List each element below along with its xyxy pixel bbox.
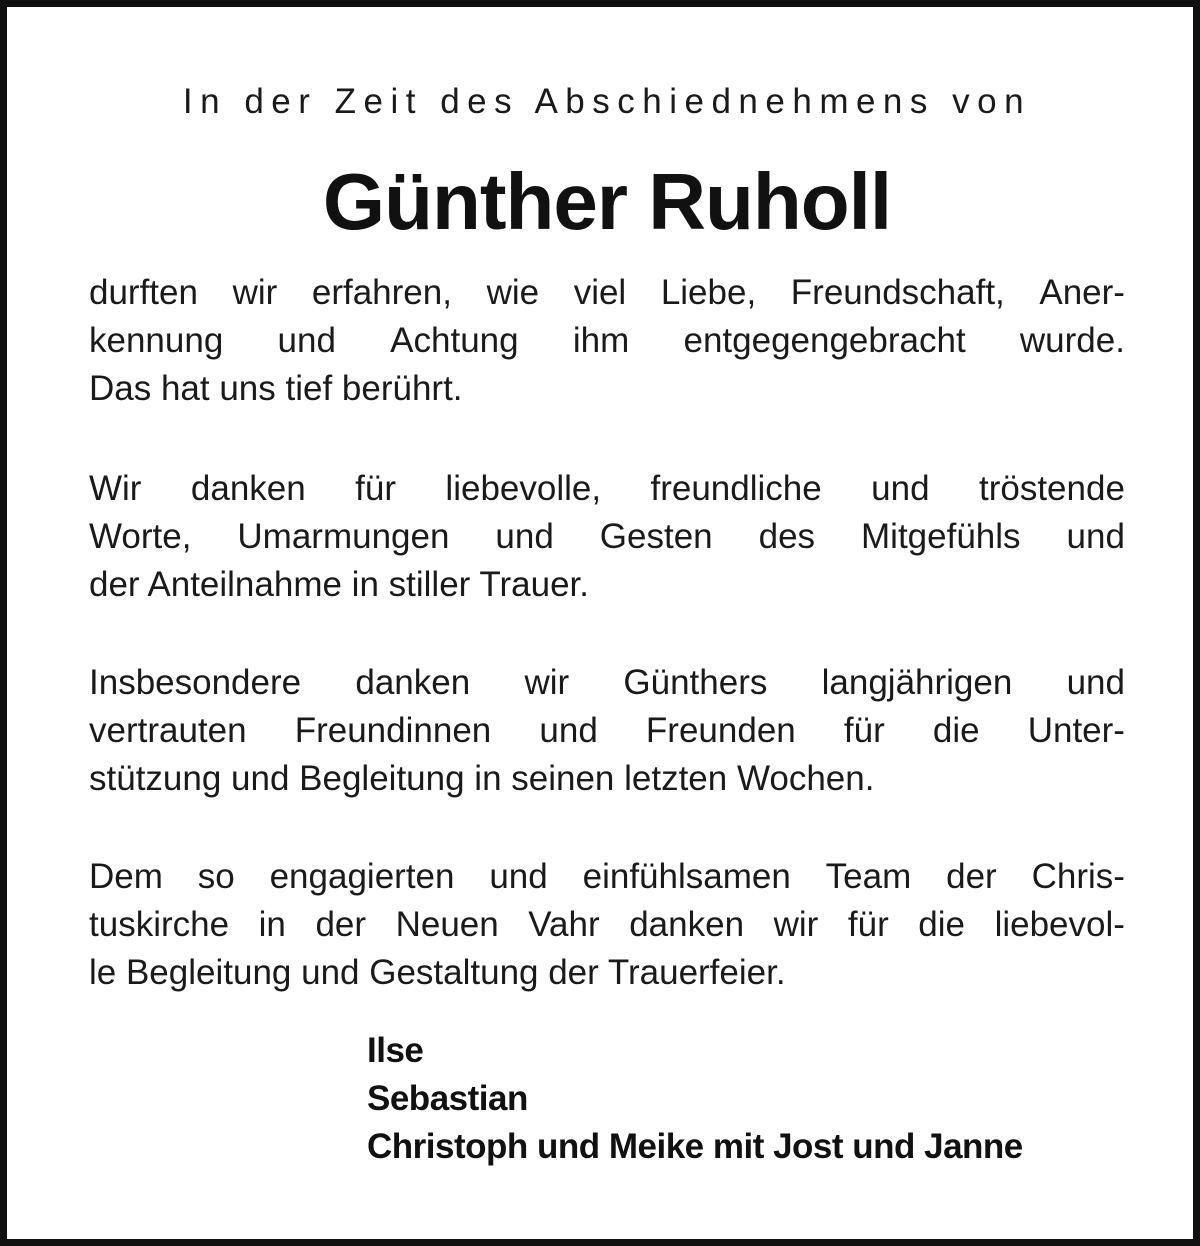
paragraph-3 [89, 659, 1125, 803]
paragraph-line: tuskirche in der Neuen Vahr danken wir für die liebevol- [89, 905, 1125, 944]
signer-name: Ilse [367, 1031, 424, 1070]
paragraph-line: Wir danken für liebevolle, freundliche und tröstende [89, 469, 1125, 508]
paragraph-line: der Anteilnahme in stiller Trauer. [89, 565, 589, 604]
paragraph-line: kennung und Achtung ihm entgegengebracht wurde. [89, 321, 1125, 360]
paragraph-line: Worte, Umarmungen und Gesten des Mitgefühls und [89, 517, 1125, 556]
deceased-name: Günther Ruholl [322, 157, 892, 246]
paragraph-1 [89, 269, 1125, 413]
paragraph-2 [89, 465, 1125, 609]
paragraph-line: Insbesondere danken wir Günthers langjährigen und [89, 663, 1125, 702]
signers-block [367, 1027, 1023, 1171]
signer-name: Christoph und Meike mit Jost und Janne [367, 1127, 1023, 1166]
paragraph-line: stützung und Begleitung in seinen letzten Wochen. [89, 759, 875, 798]
paragraph-line: vertrauten Freundinnen und Freunden für die Unter- [89, 711, 1125, 750]
paragraph-4 [89, 853, 1125, 997]
signer-name: Sebastian [367, 1079, 528, 1118]
intro-line: In der Zeit des Abschiednehmens von [182, 82, 1032, 121]
paragraph-line: durften wir erfahren, wie viel Liebe, Freundschaft, Aner- [89, 273, 1125, 312]
paragraph-line: Dem so engagierten und einfühlsamen Team der Chris- [89, 857, 1125, 896]
paragraph-line: le Begleitung und Gestaltung der Trauerfeier. [89, 953, 786, 992]
paragraph-line: Das hat uns tief berührt. [89, 369, 463, 408]
